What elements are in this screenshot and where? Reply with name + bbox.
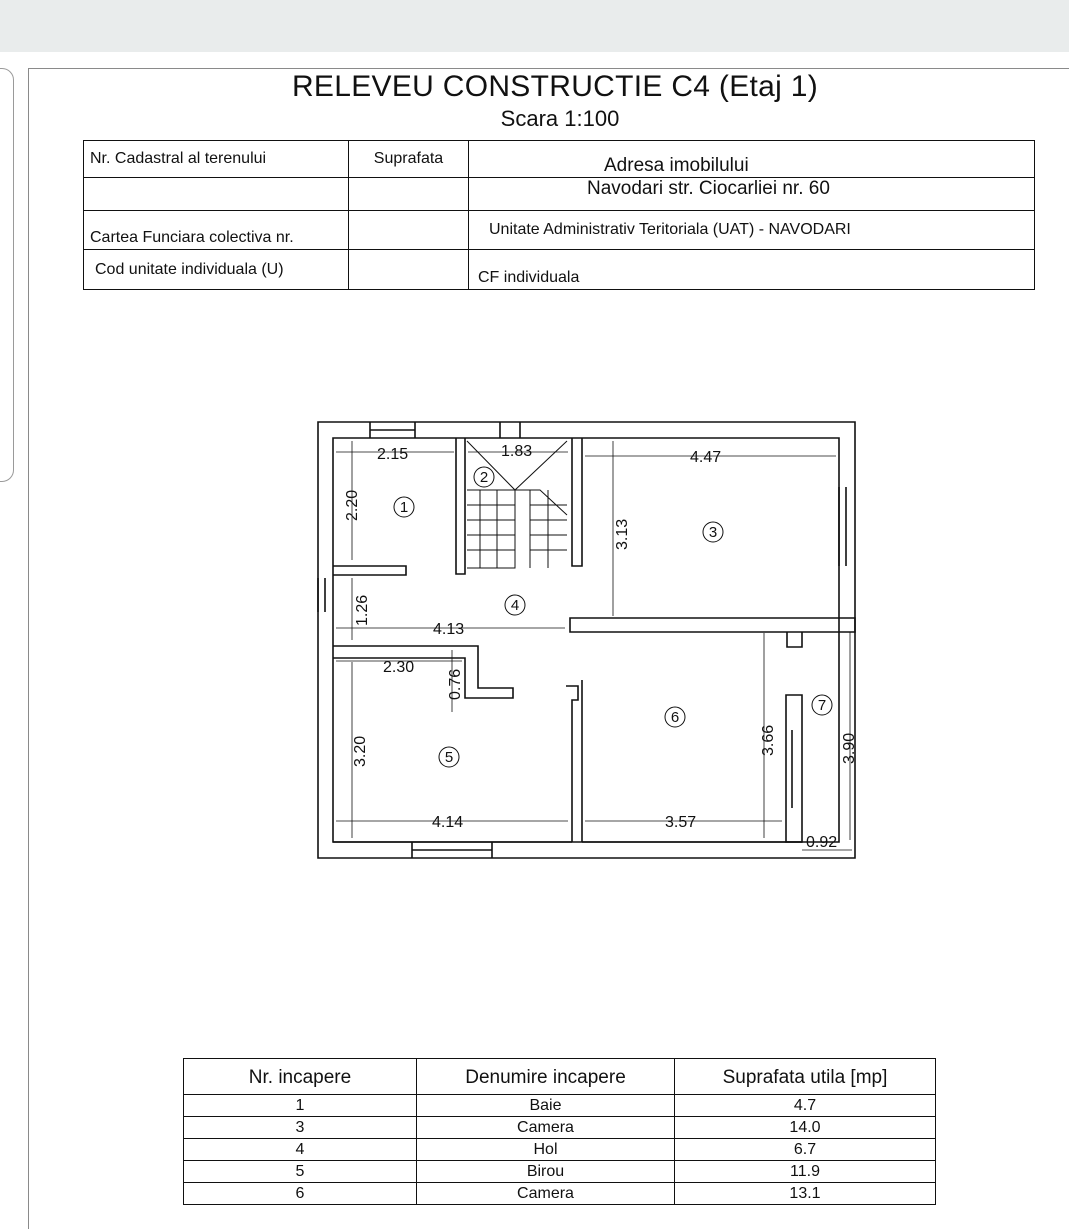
room-area: 4.7 xyxy=(675,1095,936,1117)
dim-4-13: 4.13 xyxy=(433,621,465,638)
dim-4-14: 4.14 xyxy=(432,814,464,831)
table-row xyxy=(184,1161,936,1183)
room-area: 6.7 xyxy=(675,1139,936,1161)
dim-1-26: 1.26 xyxy=(354,594,371,626)
room-area: 14.0 xyxy=(675,1117,936,1139)
dim-3-57: 3.57 xyxy=(665,814,697,831)
table-row xyxy=(184,1183,936,1205)
room-name: Camera xyxy=(417,1183,675,1205)
dim-2-20: 2.20 xyxy=(344,489,361,521)
page-title: RELEVEU CONSTRUCTIE C4 (Etaj 1) xyxy=(291,70,819,103)
room-number-2: 2 xyxy=(479,469,489,486)
room-area: 11.9 xyxy=(675,1161,936,1183)
room-number-1: 1 xyxy=(399,499,409,516)
table-row xyxy=(184,1117,936,1139)
room-nr: 3 xyxy=(184,1117,417,1139)
room-nr: 5 xyxy=(184,1161,417,1183)
room-number-4: 4 xyxy=(510,597,520,614)
cf-individuala: CF individuala xyxy=(469,250,1035,290)
rooms-area-table xyxy=(183,1058,936,1205)
dim-3-66: 3.66 xyxy=(760,724,777,756)
dim-3-90: 3.90 xyxy=(841,732,858,764)
room-number-6: 6 xyxy=(670,709,680,726)
table-row xyxy=(184,1095,936,1117)
dim-0-76: 0.76 xyxy=(447,668,464,700)
room-nr: 6 xyxy=(184,1183,417,1205)
dim-3-20: 3.20 xyxy=(352,735,369,767)
room-nr: 1 xyxy=(184,1095,417,1117)
room-area: 13.1 xyxy=(675,1183,936,1205)
room-number-5: 5 xyxy=(444,749,454,766)
dim-4-47: 4.47 xyxy=(690,449,722,466)
col-header-name: Denumire incapere xyxy=(417,1059,675,1095)
surface-label: Suprafata xyxy=(349,141,469,178)
room-name: Camera xyxy=(417,1117,675,1139)
room-nr: 4 xyxy=(184,1139,417,1161)
dim-2-30: 2.30 xyxy=(383,659,415,676)
room-number-3: 3 xyxy=(708,524,718,541)
address-label: Adresa imobilului xyxy=(469,141,1035,178)
col-header-nr: Nr. incapere xyxy=(184,1059,417,1095)
dim-0-92: 0.92 xyxy=(806,834,838,851)
carte-funciara-label: Cartea Funciara colectiva nr. xyxy=(84,211,349,250)
room-name: Hol xyxy=(417,1139,675,1161)
scale-label: Scara 1:100 xyxy=(500,106,620,131)
table-row xyxy=(184,1139,936,1161)
uat-value: Unitate Administrativ Teritoriala (UAT) - NAVODARI xyxy=(469,211,1035,250)
address-value: Navodari str. Ciocarliei nr. 60 xyxy=(469,178,1035,211)
dim-1-83: 1.83 xyxy=(501,443,533,460)
cadastral-label: Nr. Cadastral al terenului xyxy=(84,141,349,178)
dim-2-15: 2.15 xyxy=(377,446,409,463)
col-header-area: Suprafata utila [mp] xyxy=(675,1059,936,1095)
dim-3-13: 3.13 xyxy=(614,518,631,550)
cod-unitate-label: Cod unitate individuala (U) xyxy=(84,250,349,290)
room-name: Birou xyxy=(417,1161,675,1183)
room-name: Baie xyxy=(417,1095,675,1117)
room-number-7: 7 xyxy=(817,697,827,714)
